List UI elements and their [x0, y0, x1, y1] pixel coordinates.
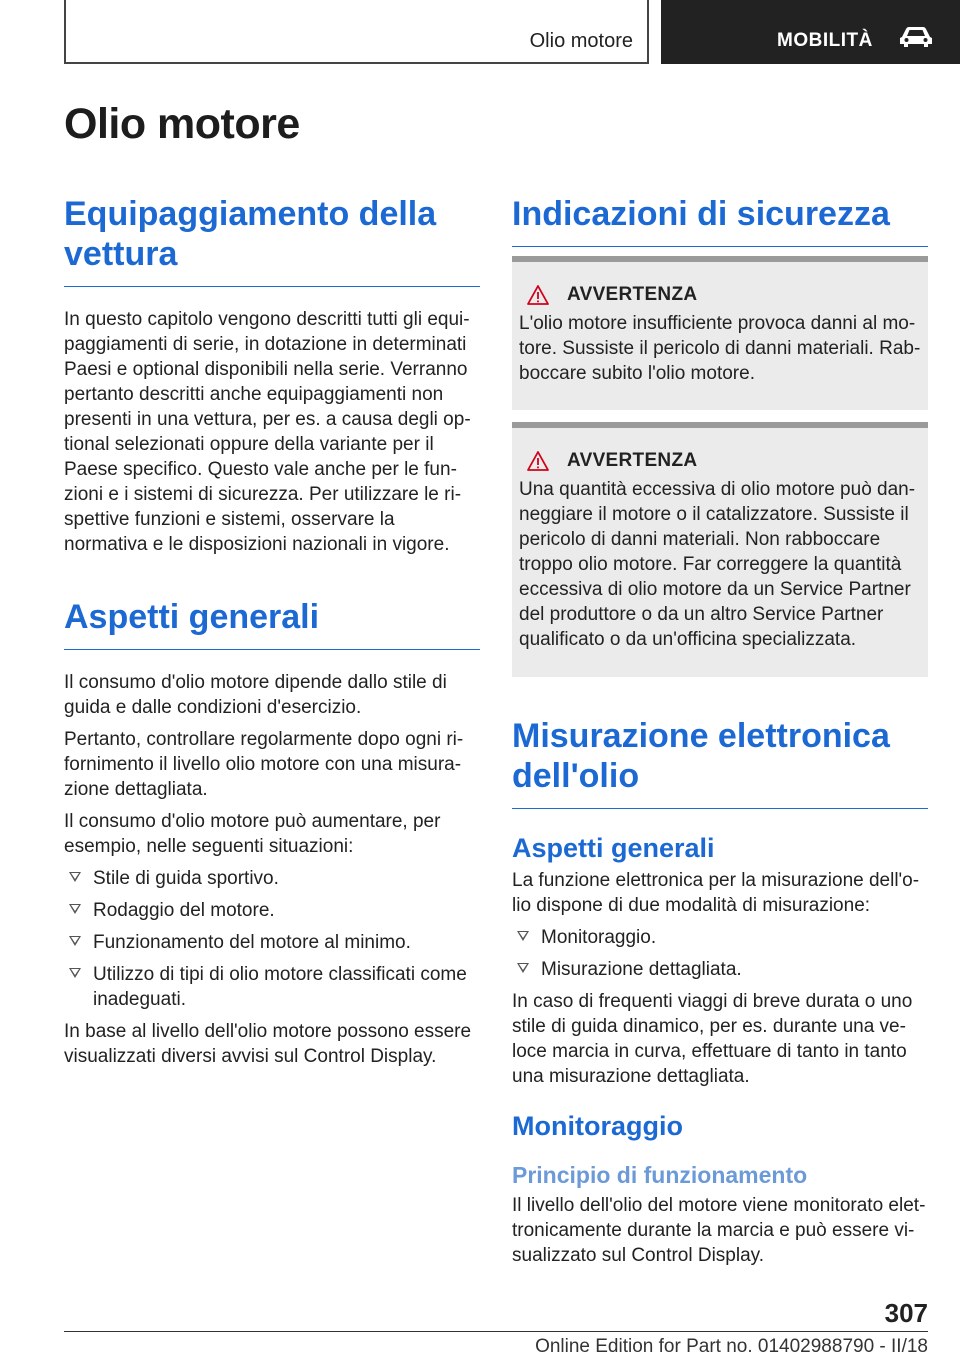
- warning-header: [519, 450, 921, 472]
- bullet-triangle-icon: [517, 931, 529, 941]
- right-column-bottom: [512, 716, 928, 1268]
- car-icon: [899, 26, 933, 53]
- footer-divider: [64, 1331, 928, 1332]
- warning-title: AVVERTENZA: [567, 284, 698, 305]
- monitor-subheading: Principio di funzionamento: [512, 1162, 808, 1188]
- warning-triangle-icon: [527, 451, 549, 471]
- header-title: Olio motore: [529, 30, 633, 52]
- general-p2: Pertanto, controllare regolarmente dopo ogni rifornimento il livello olio motore con una misurazione dettagliata.: [64, 729, 464, 800]
- warning-text: L'olio motore insufficiente provoca danni al motore. Sussiste il pericolo di danni materiali. Rabboccare subito l'olio motore.: [519, 313, 921, 384]
- equip-text: In questo capitolo vengono descritti tutti gli equipaggiamenti di serie, in dotazione in determinati Paesi e optional disponibili nella serie. Verranno pertanto descritti anche equipaggiamenti non presenti in una vettura, per es. a causa degli optional selezionati oppure della variante per il Paese specifico. Questo vale anche per le funzioni e i sistemi di sicurezza. Per utilizzare le rispettive funzioni e sistemi, osservare la normativa e le disposizioni nazionali in vigore.: [64, 309, 471, 555]
- list-item: Stile di guida sportivo.: [64, 866, 480, 891]
- list-item: Monitoraggio.: [512, 925, 928, 950]
- bullet-triangle-icon: [69, 968, 81, 978]
- warning-triangle-icon: [527, 285, 549, 305]
- warning-text: Una quantità eccessiva di olio motore può danneggiare il motore o il catalizzatore. Sussiste il pericolo di danni materiali. Non rabboccare troppo olio motore. Far correggere la quantità eccessiva di olio motore da un Service Partner del produttore o da un altro Service Partner qualificato o da un'officina specializzata.: [519, 479, 916, 650]
- measure-p2: In caso di frequenti viaggi di breve durata o uno stile di guida dinamico, per es. durante una veloce marcia in curva, effettuare di tanto in tanto una misurazione dettagliata.: [512, 991, 913, 1087]
- right-column-top: [512, 194, 928, 247]
- list-item: Misurazione dettagliata.: [512, 957, 928, 982]
- safety-heading: Indicazioni di sicurezza: [512, 194, 928, 247]
- warning-header: [519, 284, 921, 306]
- left-column: [64, 194, 480, 1069]
- measure-p1: La funzione elettronica per la misurazione dell'olio dispone di due modalità di misurazione:: [512, 870, 920, 916]
- general-p4: In base al livello dell'olio motore possono essere visualizzati diversi avvisi sul Control Display.: [64, 1021, 472, 1067]
- list-item: Utilizzo di tipi di olio motore classificati come inadeguati.: [64, 962, 480, 1012]
- header-section-label: MOBILITÀ: [777, 30, 873, 51]
- footer-edition: Online Edition for Part no. 01402988790 - II/18: [535, 1336, 928, 1357]
- monitor-text: Il livello dell'olio del motore viene monitorato elettronicamente durante la marcia e può essere visualizzato sul Control Display.: [512, 1195, 926, 1266]
- equip-heading: Equipaggiamento della vettura: [64, 194, 480, 287]
- monitor-heading: Monitoraggio: [512, 1111, 683, 1141]
- measure-heading: Misurazione elettronica dell'olio: [512, 716, 928, 809]
- list-item: Funzionamento del motore al minimo.: [64, 930, 480, 955]
- bullet-triangle-icon: [69, 936, 81, 946]
- list-item: Rodaggio del motore.: [64, 898, 480, 923]
- general-p1: Il consumo d'olio motore dipende dallo stile di guida e dalle condizioni d'esercizio.: [64, 672, 447, 718]
- header-title-box: [64, 0, 649, 64]
- bullet-triangle-icon: [69, 872, 81, 882]
- bullet-triangle-icon: [517, 963, 529, 973]
- header-section-tab: [661, 0, 960, 64]
- general-heading: Aspetti generali: [64, 597, 480, 650]
- warning-title: AVVERTENZA: [567, 450, 698, 471]
- warning-box: [512, 256, 928, 410]
- page-number: 307: [884, 1298, 928, 1328]
- bullet-triangle-icon: [69, 904, 81, 914]
- page-title: Olio motore: [64, 100, 300, 148]
- measure-subheading: Aspetti generali: [512, 833, 715, 863]
- warning-box: [512, 422, 928, 677]
- general-p3: Il consumo d'olio motore può aumentare, per esempio, nelle seguenti situazioni:: [64, 811, 441, 857]
